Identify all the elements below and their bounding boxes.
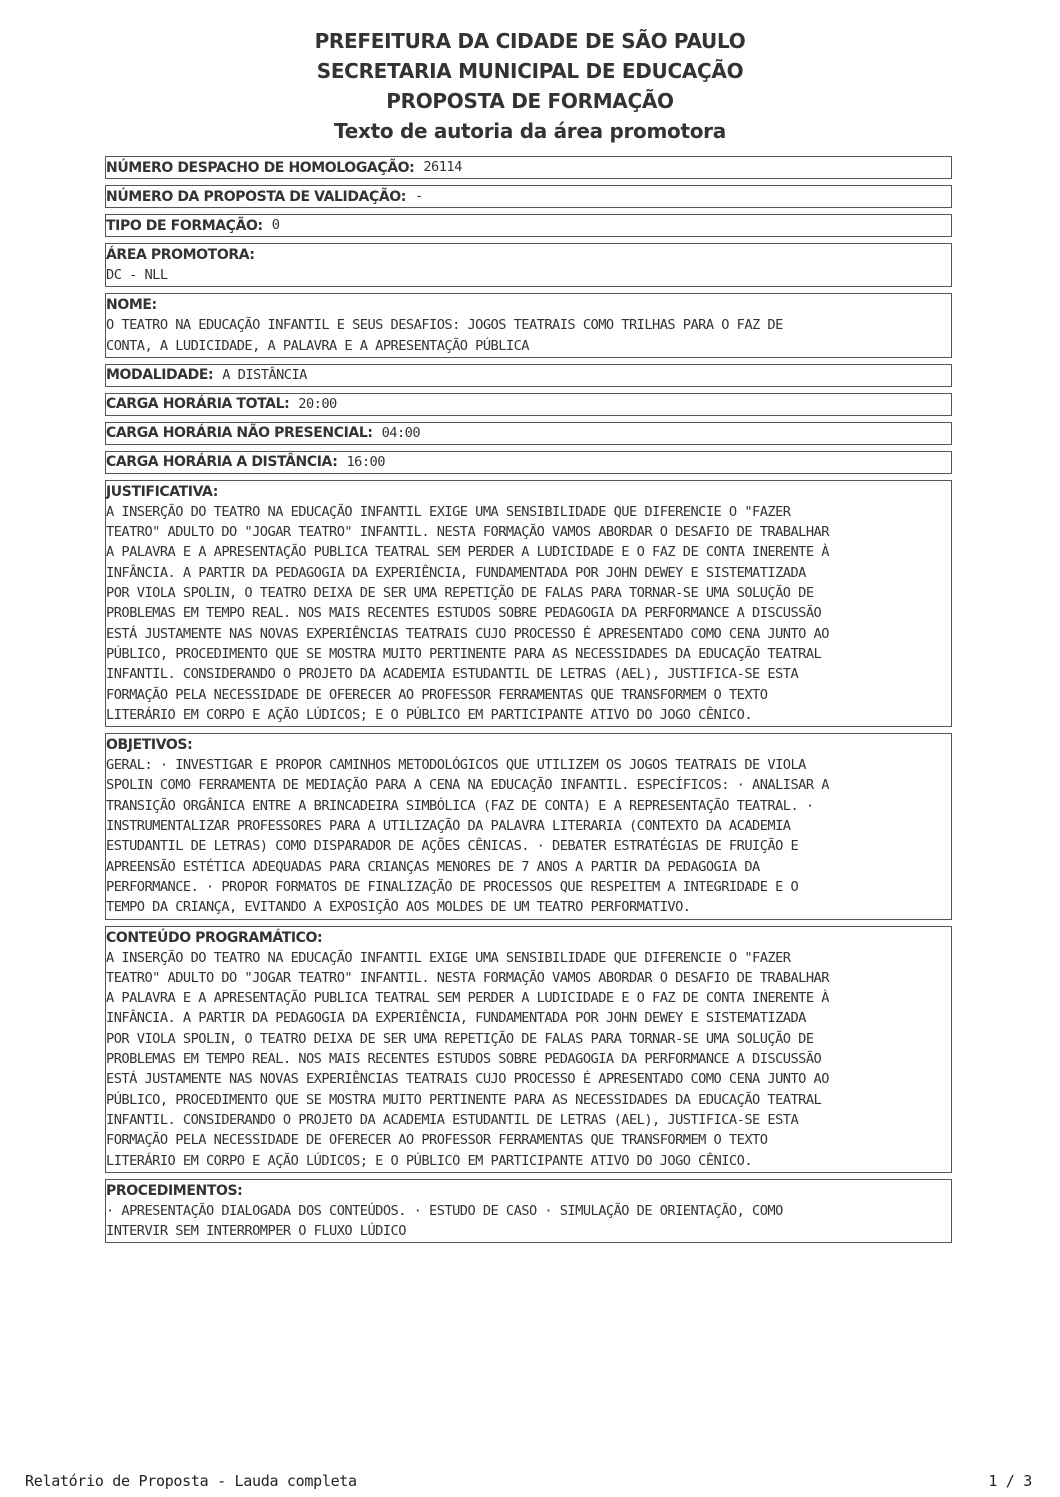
field-label: PROCEDIMENTOS: <box>106 1182 243 1199</box>
header-proposta: PROPOSTA DE FORMAÇÃO <box>386 89 674 113</box>
field-label: NOME: <box>106 297 157 314</box>
field-value: 16:00 <box>346 454 385 471</box>
field-label: NÚMERO DA PROPOSTA DE VALIDAÇÃO: <box>106 188 406 205</box>
field-label: CARGA HORÁRIA NÃO PRESENCIAL: <box>106 425 373 442</box>
field-value: A INSERÇÃO DO TEATRO NA EDUCAÇÃO INFANTIL EXIGE UMA SENSIBILIDADE QUE DIFERENCIE O "FAZER TEATRO" ADULTO DO "JOGAR TEATRO" INFANTIL. NESTA FORMAÇÃO VAMOS ABORDAR O DESAFIO DE TRABALHAR A PALAVRA E A APRESENTAÇÃO PUBLICA TEATRAL SEM PERDER A LUDICIDADE E O FAZ DE CONTA INERENTE À INFÂNCIA. A PARTIR DA PEDAGOGIA DA EXPERIÊNCIA, FUNDAMENTADA POR JOHN DEWEY E SISTEMATIZADA POR VIOLA SPOLIN, O TEATRO DEIXA DE SER UMA REPETIÇÃO DE FALAS PARA TORNAR-SE UMA SOLUÇÃO DE PROBLEMAS EM TEMPO REAL. NOS MAIS RECENTES ESTUDOS SOBRE PEDAGOGIA DA PERFORMANCE A DISCUSSÃO ESTÁ JUSTAMENTE NAS NOVAS EXPERIÊNCIAS TEATRAIS CUJO PROCESSO É APRESENTADO COMO CENA JUNTO AO PÚBLICO, PROCEDIMENTO QUE SE MOSTRA MUITO PERTINENTE PARA AS NECESSIDADES DA EDUCAÇÃO TEATRAL INFANTIL. CONSIDERANDO O PROJETO DA ACADEMIA ESTUDANTIL DE LETRAS (AEL), JUSTIFICA-SE ESTA FORMAÇÃO PELA NECESSIDADE DE OFERECER AO PROFESSOR FERRAMENTAS QUE TRANSFORMEM O TEXTO LITERÁRIO EM CORPO E AÇÃO LÚDICOS; E O PÚBLICO EM PARTICIPANTE ATIVO DO JOGO CÊNICO. <box>106 949 829 1169</box>
field-despacho <box>105 156 952 179</box>
field-value: 26114 <box>423 159 462 176</box>
form-fields <box>105 156 952 1249</box>
field-label: TIPO DE FORMAÇÃO: <box>106 217 263 234</box>
footer-title: Relatório de Proposta - Lauda completa <box>25 1472 357 1490</box>
field-value: A DISTÂNCIA <box>222 367 307 384</box>
field-conteudo-programatico <box>105 926 952 1173</box>
field-label: CONTEÚDO PROGRAMÁTICO: <box>106 929 323 946</box>
field-validacao <box>105 185 952 208</box>
field-value: · APRESENTAÇÃO DIALOGADA DOS CONTEÚDOS. · ESTUDO DE CASO · SIMULAÇÃO DE ORIENTAÇÃO, COMO INTERVIR SEM INTERROMPER O FLUXO LÚDICO <box>106 1202 783 1240</box>
field-label: CARGA HORÁRIA TOTAL: <box>106 396 290 413</box>
header-prefeitura: PREFEITURA DA CIDADE DE SÃO PAULO <box>314 29 746 53</box>
field-label: JUSTIFICATIVA: <box>106 483 218 500</box>
document-header <box>0 26 1060 146</box>
field-justificativa <box>105 480 952 727</box>
field-value: O TEATRO NA EDUCAÇÃO INFANTIL E SEUS DESAFIOS: JOGOS TEATRAIS COMO TRILHAS PARA O FAZ DE CONTA, A LUDICIDADE, A PALAVRA E A APRESENTAÇÃO PÚBLICA <box>106 317 783 354</box>
field-label: CARGA HORÁRIA A DISTÂNCIA: <box>106 454 338 471</box>
field-label: OBJETIVOS: <box>106 737 193 754</box>
field-tipo <box>105 214 952 237</box>
field-label: NÚMERO DESPACHO DE HOMOLOGAÇÃO: <box>106 159 415 176</box>
field-carga-nao-presencial <box>105 422 952 445</box>
field-modalidade <box>105 364 952 387</box>
field-value: 0 <box>271 217 280 234</box>
field-value: DC - NLL <box>106 267 168 283</box>
field-value: A INSERÇÃO DO TEATRO NA EDUCAÇÃO INFANTIL EXIGE UMA SENSIBILIDADE QUE DIFERENCIE O "FAZER TEATRO" ADULTO DO "JOGAR TEATRO" INFANTIL. NESTA FORMAÇÃO VAMOS ABORDAR O DESAFIO DE TRABALHAR A PALAVRA E A APRESENTAÇÃO PUBLICA TEATRAL SEM PERDER A LUDICIDADE E O FAZ DE CONTA INERENTE À INFÂNCIA. A PARTIR DA PEDAGOGIA DA EXPERIÊNCIA, FUNDAMENTADA POR JOHN DEWEY E SISTEMATIZADA POR VIOLA SPOLIN, O TEATRO DEIXA DE SER UMA REPETIÇÃO DE FALAS PARA TORNAR-SE UMA SOLUÇÃO DE PROBLEMAS EM TEMPO REAL. NOS MAIS RECENTES ESTUDOS SOBRE PEDAGOGIA DA PERFORMANCE A DISCUSSÃO ESTÁ JUSTAMENTE NAS NOVAS EXPERIÊNCIAS TEATRAIS CUJO PROCESSO É APRESENTADO COMO CENA JUNTO AO PÚBLICO, PROCEDIMENTO QUE SE MOSTRA MUITO PERTINENTE PARA AS NECESSIDADES DA EDUCAÇÃO TEATRAL INFANTIL. CONSIDERANDO O PROJETO DA ACADEMIA ESTUDANTIL DE LETRAS (AEL), JUSTIFICA-SE ESTA FORMAÇÃO PELA NECESSIDADE DE OFERECER AO PROFESSOR FERRAMENTAS QUE TRANSFORMEM O TEXTO LITERÁRIO EM CORPO E AÇÃO LÚDICOS; E O PÚBLICO EM PARTICIPANTE ATIVO DO JOGO CÊNICO. <box>106 503 829 723</box>
field-label: MODALIDADE: <box>106 367 214 384</box>
header-secretaria: SECRETARIA MUNICIPAL DE EDUCAÇÃO <box>316 59 744 83</box>
field-procedimentos <box>105 1179 952 1244</box>
field-carga-distancia <box>105 451 952 474</box>
field-objetivos <box>105 733 952 919</box>
field-nome <box>105 293 952 358</box>
field-label: ÁREA PROMOTORA: <box>106 247 255 263</box>
header-subtitle: Texto de autoria da área promotora <box>334 119 726 143</box>
page-footer <box>25 1472 1032 1490</box>
field-value: 04:00 <box>381 425 421 442</box>
page-number: 1 / 3 <box>988 1472 1032 1490</box>
field-area-promotora <box>105 243 952 287</box>
field-value: GERAL: · INVESTIGAR E PROPOR CAMINHOS METODOLÓGICOS QUE UTILIZEM OS JOGOS TEATRAIS DE VIOLA SPOLIN COMO FERRAMENTA DE MEDIAÇÃO PARA A CENA NA EDUCAÇÃO INFANTIL. ESPECÍFICOS: · ANALISAR A TRANSIÇÃO ORGÂNICA ENTRE A BRINCADEIRA SIMBÓLICA (FAZ DE CONTA) E A REPRESENTAÇÃO TEATRAL. · INSTRUMENTALIZAR PROFESSORES PARA A UTILIZAÇÃO DA PALAVRA LITERARIA (CONTEXTO DA ACADEMIA ESTUDANTIL DE LETRAS) COMO DISPARADOR DE AÇÕES CÊNICAS. · DEBATER ESTRATÉGIAS DE FRUIÇÃO E APREENSÃO ESTÉTICA ADEQUADAS PARA CRIANÇAS MENORES DE 7 ANOS A PARTIR DA PEDAGOGIA DA PERFORMANCE. · PROPOR FORMATOS DE FINALIZAÇÃO DE PROCESSOS QUE RESPEITEM A INTEGRIDADE E O TEMPO DA CRIANÇA, EVITANDO A EXPOSIÇÃO AOS MOLDES DE UM TEATRO PERFORMATIVO. <box>106 757 829 916</box>
field-value: - <box>415 188 423 205</box>
field-carga-total <box>105 393 952 416</box>
field-value: 20:00 <box>298 396 337 413</box>
